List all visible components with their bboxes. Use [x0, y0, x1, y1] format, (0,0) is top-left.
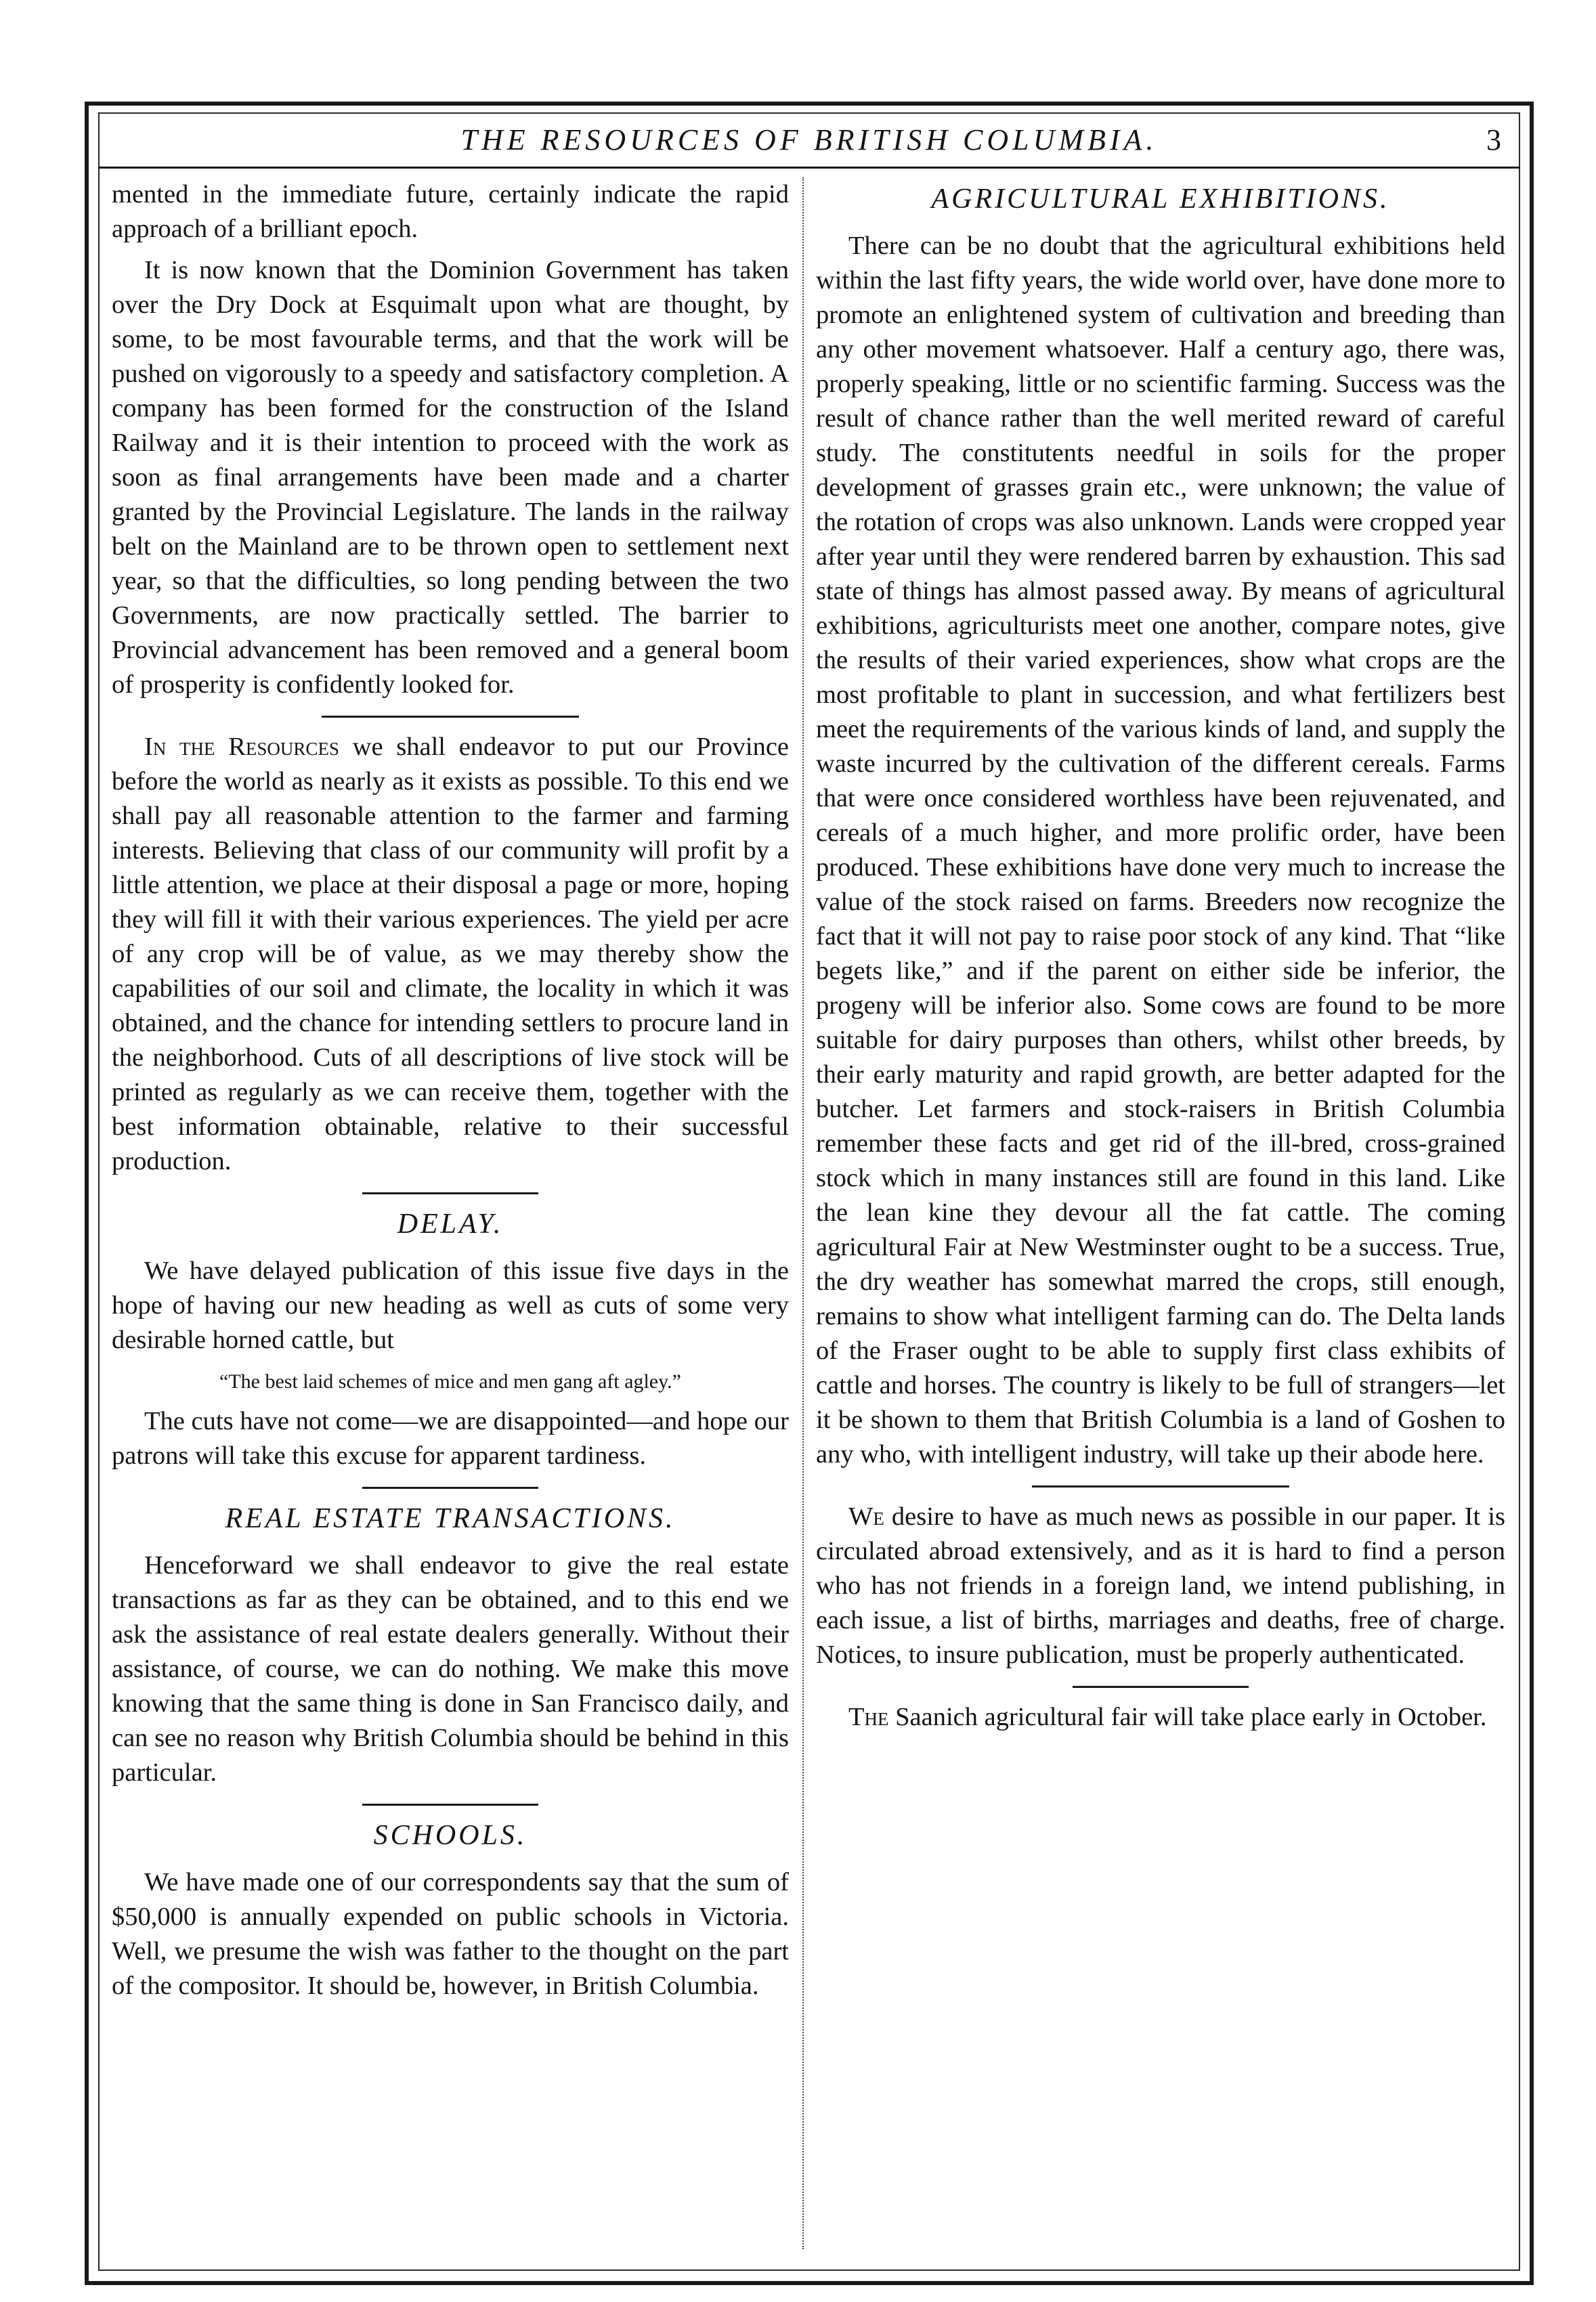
intro-continuation: mented in the immediate future, certainly indicate the rapid approach of a brilliant epoch. — [112, 180, 789, 243]
page-number: 3 — [1486, 123, 1501, 156]
saanich-body: Saanich agricultural fair will take place early in October. — [888, 1703, 1487, 1731]
delay-continuation: The cuts have not come—we are disappointed—and hope our patrons will take this excuse for apparent tardiness. — [112, 1407, 789, 1470]
header-rule — [98, 167, 1520, 169]
left-column — [112, 177, 789, 2010]
section-rule — [1073, 1686, 1249, 1688]
resources-lead: In the Resources — [144, 733, 339, 761]
schools-paragraph: We have made one of our correspondents say that the sum of $50,000 is annually expended on public schools in Victoria. Well, we presume the wish was father to the thought on the part of the compositor. It should be, however, in British Columbia. — [112, 1868, 789, 2000]
running-title: THE RESOURCES OF BRITISH COLUMBIA. — [460, 123, 1158, 156]
section-rule — [362, 1804, 538, 1806]
section-rule — [362, 1192, 538, 1194]
real-estate-heading: REAL ESTATE TRANSACTIONS. — [225, 1503, 676, 1534]
resources-body: we shall endeavor to put our Province before the world as nearly as it exists as possible. To this end we shall pay all reasonable attention to the farmer and farming interests. Believing that class of our community will profit by a little attention, we place at their disposal a page or more, hoping they will fill it with their various experiences. The yield per acre of any crop will be of value, as we may thereby show the capabilities of our soil and climate, the locality in which it was obtained, and the chance for intending settlers to procure land in the neighborhood. Cuts of all descriptions of live stock will be printed as regularly as we can receive them, together with the best information obtainable, relative to their successful production. — [112, 733, 789, 1175]
section-rule — [362, 1487, 538, 1489]
saanich-lead: The — [848, 1703, 889, 1731]
news-lead: We — [848, 1502, 884, 1531]
column-divider — [802, 177, 804, 2249]
right-column — [816, 177, 1505, 1741]
news-body: desire to have as much news as possible in our paper. It is circulated abroad extensively, and as it is hard to find a person who has not friends in a foreign land, we intend publishing, in each issue, a list of births, marriages and deaths, free of charge. Notices, to insure publication, must be properly authenticated. — [816, 1502, 1505, 1669]
delay-paragraph: We have delayed publication of this issue five days in the hope of having our new heading as well as cuts of some very desirable horned cattle, but — [112, 1257, 789, 1354]
section-rule — [1032, 1485, 1289, 1487]
dry-dock-paragraph: It is now known that the Dominion Government has taken over the Dry Dock at Esquimalt upon what are thought, by some, to be most favourable terms, and that the work will be pushed on vigorously to a speedy and satisfactory completion. A company has been formed for the construction of the Island Railway and it is their intention to proceed with the work as soon as final arrangements have been made and a charter granted by the Provincial Legislature. The lands in the railway belt on the Mainland are to be thrown open to settlement next year, so that the difficulties, so long pending between the two Governments, are now practically settled. The barrier to Provincial advancement has been removed and a general boom of prosperity is confidently looked for. — [112, 256, 789, 699]
news-paragraph — [816, 1500, 1505, 1672]
schools-heading: SCHOOLS. — [373, 1820, 527, 1851]
agricultural-paragraph: There can be no doubt that the agricultural exhibitions held within the last fifty years, the wide world over, have done more to promote an enlightened system of cultivation and breeding than any other movement whatsoever. Half a century ago, there was, properly speaking, little or no scientific farming. Success was the result of chance rather than the well merited reward of careful study. The constitutents needful in soils for the proper development of grasses grain etc., were unknown; the value of the rotation of crops was also unknown. Lands were cropped year after year until they were rendered barren by exhaustion. This sad state of things has almost passed away. By means of agricultural exhibitions, agriculturists meet one another, compare notes, give the results of their varied experiences, show what crops are the most profitable to plant in succession, and what fertilizers best meet the requirements of the various kinds of land, and supply the waste incurred by the cultivation of the different cereals. Farms that were once considered worthless have been rejuvenated, and cereals of a much higher, and more prolific order, have been produced. These exhibitions have done very much to increase the value of the stock raised on farms. Breeders now recognize the fact that it will not pay to raise poor stock of any kind. That “like begets like,” and if the parent on either side be inferior, the progeny will be inferior also. Some cows are found to be more suitable for dairy purposes than others, whilst other breeds, by their early maturity and rapid growth, are better adapted for the butcher. Let farmers and stock-raisers in British Columbia remember these facts and get rid of the ill-bred, cross-grained stock which in many instances still are found in this land. Like the lean kine they devour all the fat cattle. The coming agricultural Fair at New Westminster ought to be a success. True, the dry weather has somewhat marred the crops, still enough, remains to show what intelligent farming can do. The Delta lands of the Fraser ought to be able to supply first class exhibits of cattle and horses. The country is likely to be full of strangers—let it be shown to them that British Columbia is a land of Goshen to any who, with intelligent industry, will take up their abode here. — [816, 232, 1505, 1469]
delay-quote: “The best laid schemes of mice and men gang aft agley.” — [219, 1370, 681, 1393]
resources-paragraph — [112, 730, 789, 1179]
agricultural-heading: AGRICULTURAL EXHIBITIONS. — [931, 183, 1390, 215]
saanich-paragraph — [816, 1700, 1505, 1735]
real-estate-paragraph: Henceforward we shall endeavor to give the real estate transactions as far as they can be obtained, and to this end we ask the assistance of real estate dealers generally. Without their assistance, of course, we can do nothing. We make this move knowing that the same thing is done in San Francisco daily, and can see no reason why British Columbia should be behind in this particular. — [112, 1551, 789, 1787]
delay-heading: DELAY. — [397, 1209, 504, 1240]
section-rule — [322, 716, 579, 718]
